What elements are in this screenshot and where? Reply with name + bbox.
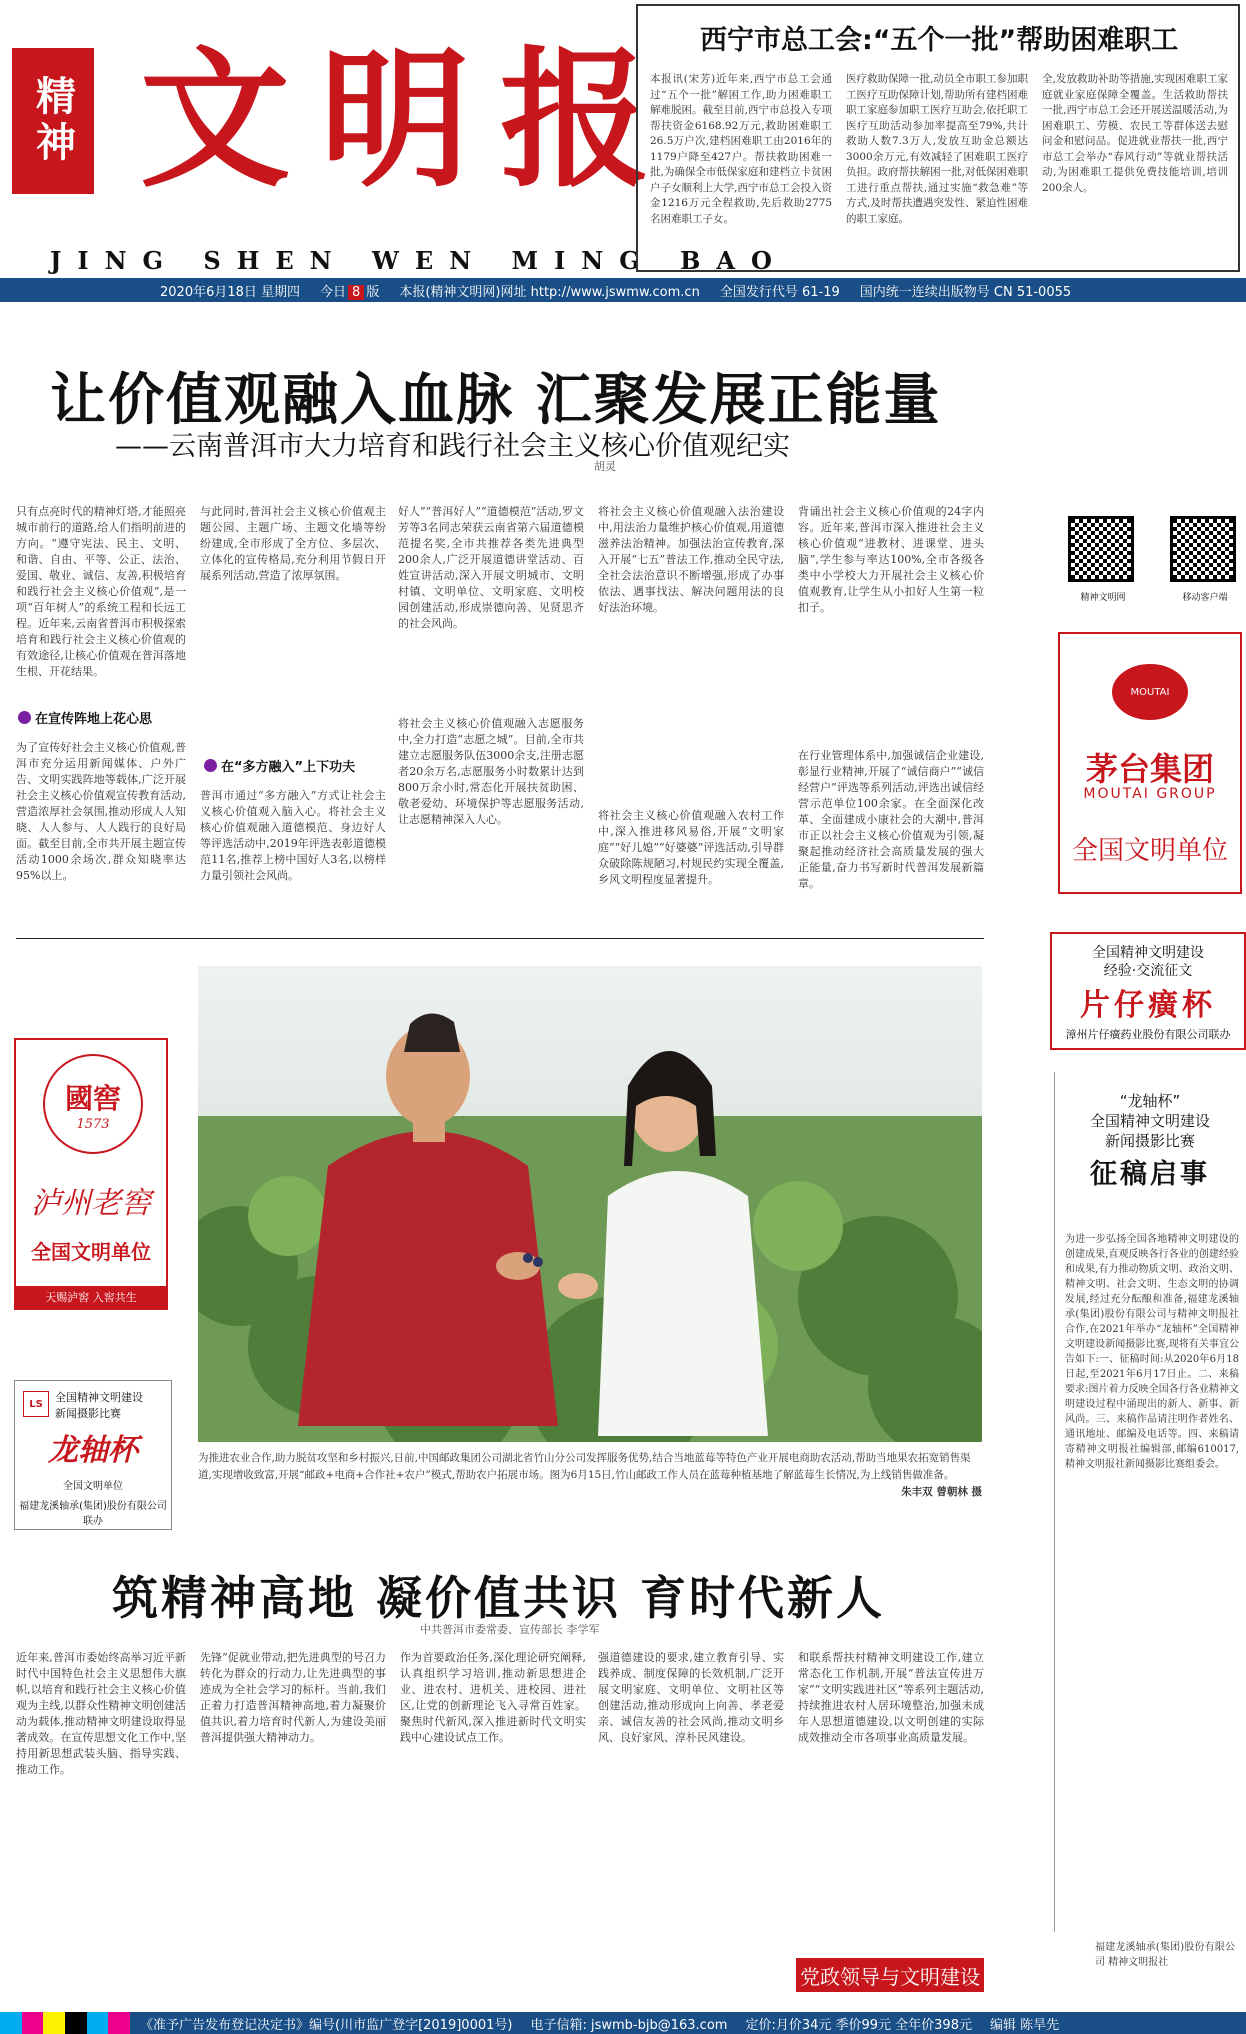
pianzaihuang-ad[interactable]: [1050, 932, 1246, 1050]
page-count: 今日 8 版: [320, 284, 380, 300]
contest-line: 全国精神文明建设: [1089, 1112, 1210, 1130]
second-headline: 筑精神高地 凝价值共识 育时代新人: [112, 1571, 886, 1625]
date-bar: [0, 278, 1246, 302]
newspaper-pinyin: JING SHEN WEN MING BAO: [50, 246, 788, 275]
subhead: 在宣传阵地上花心思: [18, 708, 152, 727]
photo-caption: [198, 1450, 982, 1501]
article-column: 在行业管理体系中,加强诚信企业建设,彰显行业精神,开展了“诚信商户”“诚信经营户”评选等系列活动,评选出诚信经营示范单位100余家。在全面深化改革、全面建成小康社会的大潮中,普洱市正以社会主义核心价值观为引领,凝聚起推动经济社会高质量发展的强大正能量,奋力书写新时代普洱发展新篇章。: [798, 749, 984, 890]
divider: [16, 938, 984, 939]
ad-line: 全国精神文明建设: [55, 1391, 143, 1404]
bullet-icon: [204, 759, 217, 772]
top-story-column: 全,发放救助补助等措施,实现困难职工家庭就业家庭保障全覆盖。生活救助帮扶一批,西宁市总工会还开展送温暖活动,为困难职工、劳模、农民工等群体送去慰问金和慰问品。促进就业帮扶一批,西宁市总工会举办“春风行动”等就业帮扶活动,为困难职工提供免费技能培训,培训200余人。: [1042, 73, 1228, 194]
moutai-logo-icon: MOUTAI: [1112, 664, 1188, 720]
contest-notice: [1054, 1072, 1245, 1968]
guojiao-seal-icon: 國窖 1573: [43, 1054, 143, 1154]
contest-body: 为进一步弘扬全国各地精神文明建设的创建成果,直观反映各行各业的创建经验和成果,有力推动物质文明、政治文明、精神文明、社会文明、生态文明的协调发展,经过充分酝酿和准备,福建龙溪轴承(集团)股份有限公司与精神文明报社合作,在2021年举办“龙轴杯”全国精神文明建设新闻摄影比赛,现将有关事宜公告如下:一、征稿时间:从2020年6月18日起,至2021年6月17日止。二、来稿要求:图片着力反映全国各行各业精神文明建设过程中涌现出的新人、新事、新风尚。三、来稿作品请注明作者姓名、通讯地址、邮编及电话等。四、来稿请寄精神文明报社编辑部,邮编610017,精神文明报社新闻摄影比赛组委会。: [1065, 1234, 1239, 1470]
ad-tag: 全国文明单位: [63, 1481, 123, 1492]
moutai-tag: 全国文明单位: [1071, 836, 1228, 866]
article-column: 只有点亮时代的精神灯塔,才能照亮城市前行的道路,给人们指明前进的方向。“遵守宪法、民主、文明、和谐、自由、平等、公正、法治、爱国、敬业、诚信、友善,积极培育和践行社会主义核心价值观”,是一项“百年树人”的系统工程和长远工程。近年来,云南省普洱市积极探索培育和践行社会主义核心价值观的有效途径,让核心价值观在普洱落地生根、开花结果。: [16, 505, 186, 678]
article-column: 好人”“普洱好人”“道德模范”活动,罗文芳等3名同志荣获云南省第六届道德模范提名奖,全市共推荐各类先进典型200余人,广泛开展道德讲堂活动、百姓宣讲活动,深入开展文明城市、文明村镇、文明单位、文明家庭、文明校园创建活动,形成崇德向善、见贤思齐的社会风尚。: [398, 505, 584, 630]
article-column: 强道德建设的要求,建立教育引导、实践养成、制度保障的长效机制,广泛开展文明家庭、文明单位、文明社区等创建活动,推动形成向上向善、孝老爱亲、诚信友善的社会风尚,推动文明乡风、良好家风、淳朴民风建设。: [598, 1651, 784, 1744]
main-headline: 让价值观融入血脉 汇聚发展正能量: [50, 368, 942, 433]
article-column: 普洱市通过“多方融入”方式让社会主义核心价值观入脑入心。将社会主义核心价值观融入道德模范、身边好人等评选活动中,2019年评选表彰道德模范11名,推荐上榜中国好人3名,以榜样力量引领社会风尚。: [200, 789, 386, 882]
footer-bar: [0, 2012, 1246, 2034]
qr-label: 精神文明网: [1080, 593, 1126, 603]
subhead: 在“多方融入”上下功夫: [204, 756, 355, 775]
moutai-ad[interactable]: [1058, 632, 1242, 894]
article-column: 先锋”促就业带动,把先进典型的号召力转化为群众的行动力,让先进典型的事迹成为全社会学习的标杆。当前,我们正着力打造普洱精神高地,着力凝聚价值共识,着力培育时代新人,为建设美丽普洱提供强大精神动力。: [200, 1651, 386, 1744]
section-banner: 党政领导与文明建设: [796, 1958, 984, 1992]
top-story-title: 西宁市总工会:“五个一批”帮助困难职工: [700, 25, 1179, 56]
website-link[interactable]: 本报(精神文明网)网址 http://www.jswmw.com.cn: [399, 284, 700, 300]
caption-text: 为推进农业合作,助力脱贫攻坚和乡村振兴,日前,中国邮政集团公司湖北省竹山分公司发挥服务优势,结合当地蓝莓等特色产业开展电商助农活动,帮助当地果农拓宽销售渠道,实现增收致富,开展“邮政+电商+合作社+农户”模式,帮助农户拓展市场。图为6月15日,竹山邮政工作人员在蓝莓种植基地了解蓝莓生长情况,为上线销售做准备。: [198, 1452, 971, 1481]
ad-brand: 片仔癀杯: [1080, 988, 1216, 1023]
article-column: 将社会主义核心价值观融入志愿服务中,全力打造“志愿之城”。目前,全市共建立志愿服务队伍3000余支,注册志愿者20余万名,志愿服务小时数累计达到800万余小时,常态化开展扶贫助困、敬老爱幼、环境保护等志愿服务活动,让志愿精神深入人心。: [398, 717, 584, 826]
footer-email[interactable]: 电子信箱: jswmb-bjb@163.com: [530, 2017, 728, 2033]
article-column: 背诵出社会主义核心价值观的24字内容。近年来,普洱市深入推进社会主义核心价值观“进教材、进课堂、进头脑”,学生参与率达100%,全市各级各类中小学校大力开展社会主义核心价值观教育,让学生从小扣好人生第一粒扣子。: [798, 505, 984, 614]
moutai-name: 茅台集团: [1085, 750, 1214, 788]
guojiao-ad[interactable]: [14, 1038, 168, 1310]
article-column: 将社会主义核心价值观融入农村工作中,深入推进移风易俗,开展“文明家庭”“好儿媳”“好婆婆”评选活动,引导群众破除陈规陋习,村规民约实现全覆盖,乡风文明程度显著提升。: [598, 809, 784, 886]
ad-slogan: 天赐泸窖 入窖共生: [16, 1286, 166, 1308]
ad-brand: 龙轴杯: [48, 1433, 138, 1468]
contest-pre: “龙轴杯”: [1119, 1092, 1181, 1110]
newspaper-title: 文明报: [140, 32, 681, 208]
qr-code-icon[interactable]: [1068, 516, 1134, 582]
footer-editor: 编辑 陈旱先: [989, 2017, 1060, 2033]
second-byline: 中共普洱市委常委、宣传部长 李学军: [420, 1623, 600, 1636]
ad-company: 漳州片仔癀药业股份有限公司联办: [1065, 1028, 1231, 1041]
ad-line: 新闻摄影比赛: [55, 1407, 121, 1420]
article-column: 近年来,普洱市委始终高举习近平新时代中国特色社会主义思想伟大旗帜,以培育和践行社会主义核心价值观为主线,以群众性精神文明创建活动为载体,推动精神文明建设取得显著成效。在宣传思想文化工作中,坚持用新思想武装头脑、指导实践、推动工作。: [16, 1651, 186, 1776]
news-photo: [198, 966, 982, 1442]
contest-org: 福建龙溪轴承(集团)股份有限公司 精神文明报社: [1095, 1942, 1235, 1968]
masthead-seal: 精神: [12, 48, 94, 194]
contest-line: 新闻摄影比赛: [1104, 1132, 1195, 1150]
main-byline: 胡灵: [594, 460, 616, 473]
top-story-column: 医疗救助保障一批,动员全市职工参加职工医疗互助保障计划,帮助所有建档困难职工家庭参加职工医疗互助会,依托职工医疗互助活动参加率提高至79%,共计救助人数7.3万人,发放互助金总额达3000余万元,有效减轻了困难职工医疗负担。政府帮扶解困一批,对低保困难职工进行重点帮扶,通过实施“救急难”等方式,及时帮扶遭遇突发性、紧迫性困难的职工家庭。: [846, 73, 1028, 225]
footer-notice: 《准予广告发布登记决定书》编号(川市监广登字[2019]0001号): [140, 2017, 513, 2033]
qr-label: 移动客户端: [1182, 593, 1228, 603]
contest-title: 征稿启事: [1090, 1159, 1210, 1190]
article-column: 和联系帮扶村精神文明建设工作,建立常态化工作机制,开展“普法宣传进万家”“文明实践进社区”等系列主题活动,持续推进农村人居环境整治,加强未成年人思想道德建设,以文明创建的实际成效推动全市各项事业高质量发展。: [798, 1651, 984, 1744]
ad-company: 福建龙溪轴承(集团)股份有限公司联办: [19, 1501, 167, 1527]
ad-line: 经验·交流征文: [1103, 963, 1193, 979]
footer-price: 定价:月价34元 季价99元 全年价398元: [745, 2017, 972, 2033]
ad-tag: 全国文明单位: [31, 1240, 151, 1264]
cn-number: 国内统一连续出版物号 CN 51-0055: [859, 284, 1072, 300]
article-column: 为了宣传好社会主义核心价值观,普洱市充分运用新闻媒体、户外广告、文明实践阵地等载体,广泛开展社会主义核心价值观宣传教育活动,营造浓厚社会氛围,推动形成人人知晓、人人参与、人人践行的良好局面。截至目前,全市共开展主题宣传活动1000余场次,群众知晓率达95%以上。: [16, 741, 186, 882]
bullet-icon: [18, 711, 31, 724]
longzhou-logo-icon: LS: [23, 1391, 49, 1417]
photo-illustration: [198, 966, 982, 1442]
main-subtitle: ——云南普洱市大力培育和践行社会主义核心价值观纪实: [115, 431, 790, 462]
issue-code: 全国发行代号 61-19: [719, 284, 840, 300]
top-story-column: 本报讯(宋芳)近年来,西宁市总工会通过“五个一批”解困工作,助力困难职工解难脱困。截至目前,西宁市总投入专项帮扶资金6168.92万元,救助困难职工26.5万户次,建档困难职工由2016年的1179户降至427户。帮扶救助困难一批,为确保全市低保家庭和建档立卡贫困户子女顺利上大学,西宁市总工会投入资金1216万元全程救助,先后救助2775名困难职工子女。: [650, 73, 832, 225]
photo-credit: 朱丰双 曾朝林 摄: [901, 1486, 982, 1498]
color-registration-strip: [0, 2012, 130, 2034]
longzhoubei-ad[interactable]: [14, 1380, 172, 1530]
issue-date: 2020年6月18日 星期四: [160, 284, 301, 300]
article-column: 作为首要政治任务,深化理论研究阐释,认真组织学习培训,推动新思想进企业、进农村、进机关、进校园、进社区,让党的创新理论飞入寻常百姓家。聚焦时代新风,深入推进新时代文明实践中心建设试点工作。: [400, 1651, 586, 1744]
ad-brand: 泸州老窖: [31, 1186, 151, 1221]
moutai-name-en: MOUTAI GROUP: [1083, 786, 1217, 802]
article-column: 与此同时,普洱社会主义核心价值观主题公园、主题广场、主题文化墙等纷纷建成,全市形成了全方位、多层次、立体化的宣传格局,充分利用节假日开展系列活动,营造了浓厚氛围。: [200, 505, 386, 582]
qr-code-icon[interactable]: [1170, 516, 1236, 582]
article-column: 将社会主义核心价值观融入法治建设中,用法治力量维护核心价值观,用道德滋养法治精神。加强法治宣传教育,深入开展“七五”普法工作,推动全民守法,全社会法治意识不断增强,形成了办事依法、遇事找法、解决问题用法的良好法治环境。: [598, 505, 784, 614]
ad-line: 全国精神文明建设: [1092, 945, 1204, 961]
